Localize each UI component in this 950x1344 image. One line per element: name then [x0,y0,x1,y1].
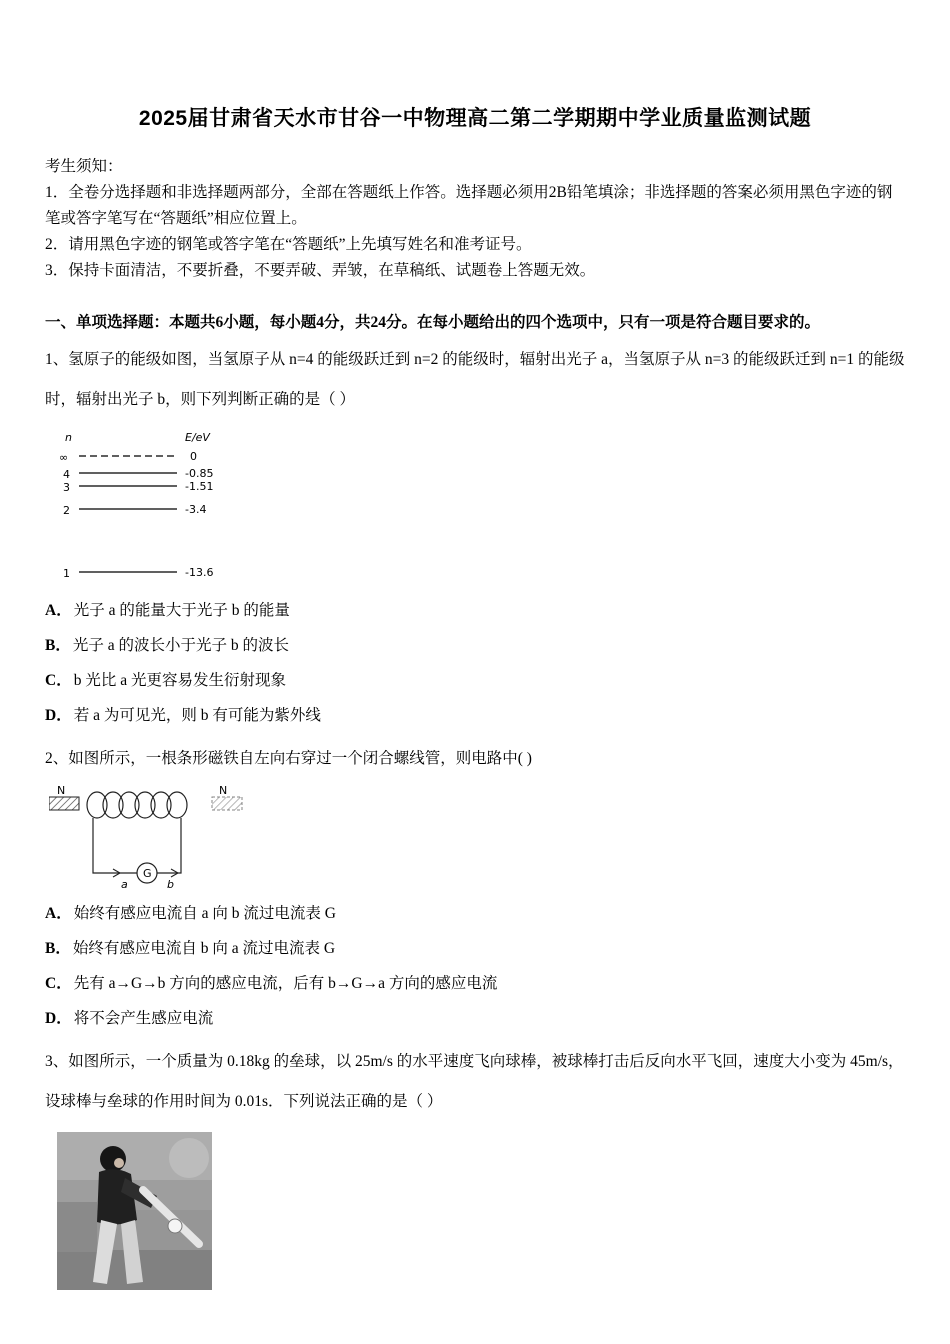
exam-title: 2025届甘肃省天水市甘谷一中物理高二第二学期期中学业质量监测试题 [138,107,812,130]
question-1-option-c [45,669,905,693]
level-4-energy: -0.85 [185,467,214,480]
question-2-option-d [45,1007,905,1031]
energy-level-diagram [57,428,247,588]
option-text: 光子 a 的波长小于光子 b 的波长 [72,637,289,654]
question-2-option-a [45,902,905,926]
terminal-b-label: b [167,878,174,891]
question-1 [45,340,905,728]
option-text: 若 a 为可见光，则 b 有可能为紫外线 [73,707,321,724]
option-label: C． [45,672,72,689]
notice-item-3: 3．保持卡面清洁，不要折叠，不要弄破、弄皱，在草稿纸、试题卷上答题无效。 [45,262,596,279]
option-label: D． [45,707,72,724]
notice-section [45,154,905,284]
question-2-option-c [45,972,905,996]
question-1-options [45,599,905,728]
level-2-energy: -3.4 [185,503,207,516]
option-label: C． [45,975,72,992]
option-text: 先有 a→G→b 方向的感应电流，后有 b→G→a 方向的感应电流 [73,975,498,992]
option-text: 始终有感应电流自 a 向 b 流过电流表 G [73,905,336,922]
level-1-label: 1 [63,567,70,580]
right-magnet-dashed [212,797,242,810]
baseball-batter-photo [57,1132,212,1290]
option-label: A． [45,602,72,619]
question-2-options [45,902,905,1031]
axis-n-label: n [65,431,72,444]
solenoid-magnet-diagram [49,783,249,891]
question-2-option-b [45,937,905,961]
photo-blur-highlight [169,1138,209,1178]
section-one-heading: 一、单项选择题：本题共6小题，每小题4分，共24分。在每小题给出的四个选项中，只有一项是符合题目要求的。 [45,314,821,331]
option-text: b 光比 a 光更容易发生衍射现象 [73,672,286,689]
option-label: B． [45,940,71,957]
circuit-wires [93,818,181,873]
batter-face [114,1158,124,1168]
notice-item-2: 2．请用黑色字迹的钢笔或答字笔在“答题纸”上先填写姓名和准考证号。 [45,236,532,253]
option-text: 始终有感应电流自 b 向 a 流过电流表 G [72,940,336,957]
question-3-stem: 3、如图所示，一个质量为 0.18kg 的垒球，以 25m/s 的水平速度飞向球棒，被球棒打击后反向水平飞回，速度大小变为 45m/s，设球棒与垒球的作用时间为 0.01s．下列说法正确的是（ ） [45,1053,904,1110]
option-label: B． [45,637,71,654]
batter-helmet [100,1146,126,1172]
terminal-a-label: a [121,878,128,891]
question-1-stem: 1、氢原子的能级如图，当氢原子从 n=4 的能级跃迁到 n=2 的能级时，辐射出光子 a，当氢原子从 n=3 的能级跃迁到 n=1 的能级时，辐射出光子 b，则下列判断正确的是（ ） [45,351,905,408]
solenoid-coil [87,792,187,818]
level-2-label: 2 [63,504,70,517]
left-magnet [49,797,79,810]
option-text: 将不会产生感应电流 [73,1010,214,1027]
question-1-option-a [45,599,905,623]
level-4-label: 4 [63,468,70,481]
galvanometer-label: G [143,867,152,880]
question-1-option-d [45,704,905,728]
level-3-energy: -1.51 [185,480,214,493]
baseball-ball [168,1219,182,1233]
notice-heading: 考生须知： [45,158,123,175]
level-inf-energy: 0 [190,450,197,463]
question-2-stem: 2、如图所示，一根条形磁铁自左向右穿过一个闭合螺线管，则电路中( ) [45,750,532,767]
option-label: D． [45,1010,72,1027]
level-1-energy: -13.6 [185,566,214,579]
level-inf-label: ∞ [59,451,69,464]
left-magnet-label: N [57,784,66,797]
axis-e-label: E/eV [185,431,210,444]
photo-fence [57,1202,97,1252]
question-1-option-b [45,634,905,658]
notice-item-1: 1．全卷分选择题和非选择题两部分，全部在答题纸上作答。选择题必须用2B铅笔填涂；非选择题的答案必须用黑色字迹的钢笔或答字笔写在“答题纸”相应位置上。 [45,184,893,227]
level-3-label: 3 [63,481,70,494]
right-magnet-label: N [219,784,228,797]
option-label: A． [45,905,72,922]
question-3 [45,1042,905,1290]
option-text: 光子 a 的能量大于光子 b 的能量 [73,602,290,619]
question-2 [45,739,905,1031]
